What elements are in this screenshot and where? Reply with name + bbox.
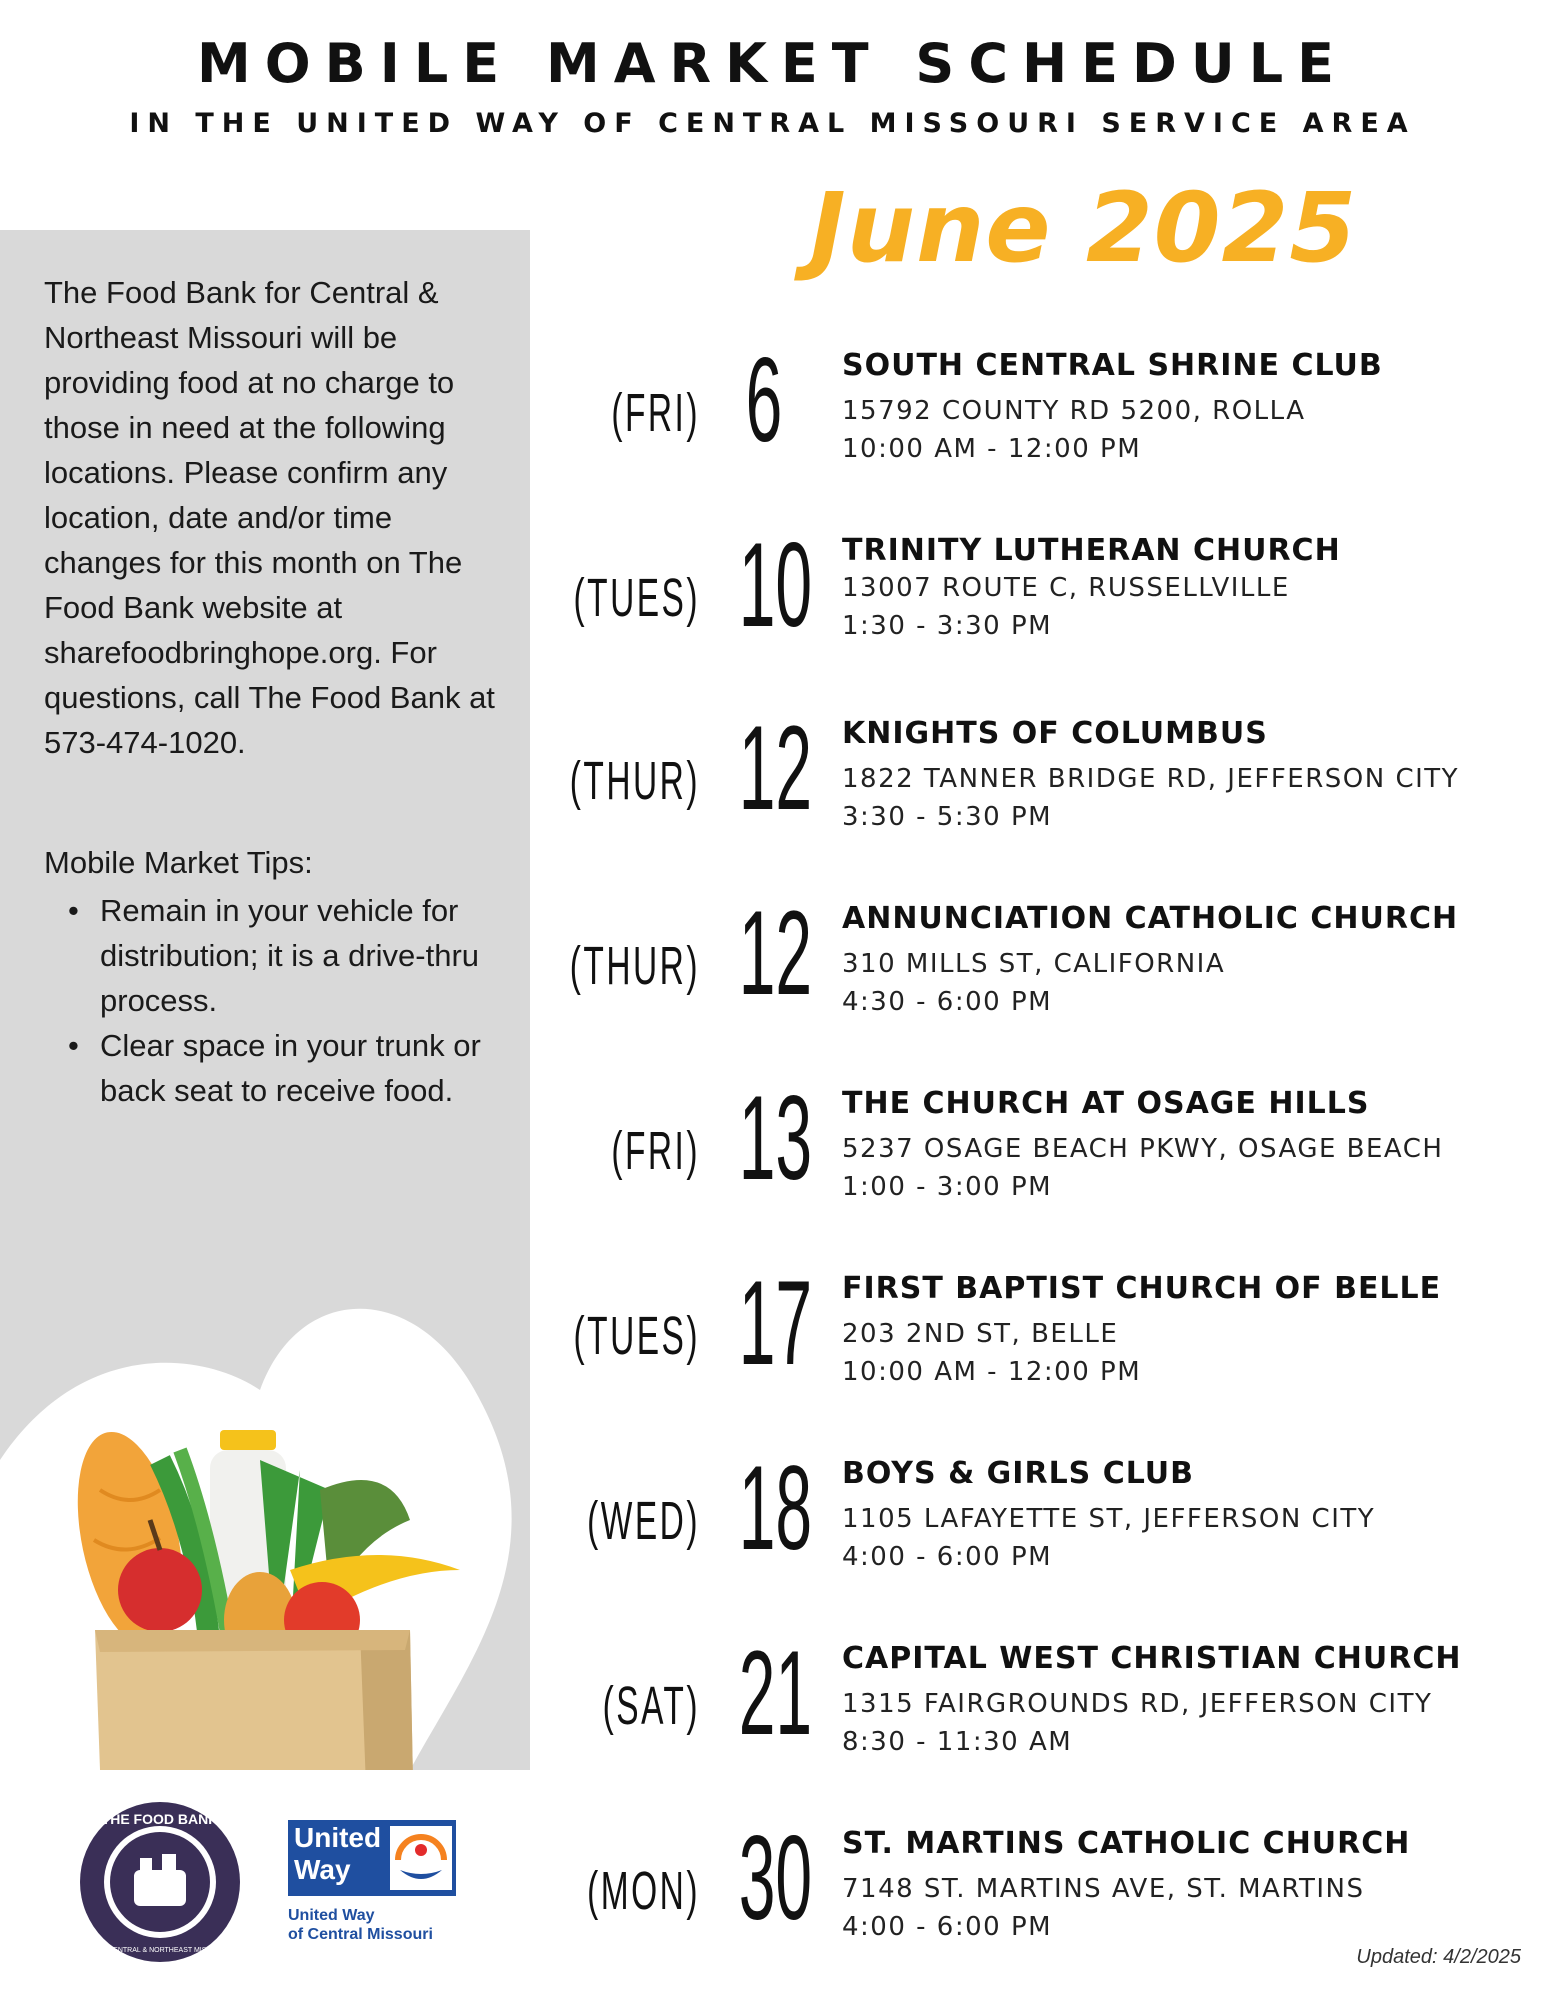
event-address: 310 MILLS ST, CALIFORNIA xyxy=(842,949,1226,979)
united-way-emblem-icon xyxy=(390,1826,452,1890)
event-time: 4:00 - 6:00 PM xyxy=(842,1542,1053,1572)
event-weekday: (THUR) xyxy=(569,936,700,996)
event-location: KNIGHTS OF COLUMBUS xyxy=(842,716,1268,751)
event-day: 30 xyxy=(738,1811,813,1945)
event-time: 1:00 - 3:00 PM xyxy=(842,1172,1053,1202)
event-address: 1315 FAIRGROUNDS RD, JEFFERSON CITY xyxy=(842,1689,1433,1719)
event-day: 6 xyxy=(745,333,783,467)
list-item xyxy=(540,1438,1540,1588)
event-day: 12 xyxy=(738,886,813,1020)
event-day: 10 xyxy=(738,518,813,652)
event-weekday: (SAT) xyxy=(602,1676,700,1736)
list-item xyxy=(540,330,1540,480)
svg-text:FOR CENTRAL & NORTHEAST MISSOU: FOR CENTRAL & NORTHEAST MISSOURI xyxy=(91,1947,229,1954)
event-day: 13 xyxy=(738,1071,813,1205)
grocery-bag-icon xyxy=(60,1420,480,1770)
event-day: 12 xyxy=(738,701,813,835)
event-day: 18 xyxy=(738,1441,813,1575)
united-way-logo: United Way xyxy=(288,1820,456,1896)
info-sidebar xyxy=(0,230,530,1770)
event-location: BOYS & GIRLS CLUB xyxy=(842,1456,1195,1491)
list-item xyxy=(540,1253,1540,1403)
event-location: THE CHURCH AT OSAGE HILLS xyxy=(842,1086,1370,1121)
list-item xyxy=(540,883,1540,1033)
list-item xyxy=(540,1623,1540,1773)
svg-text:THE FOOD BANK: THE FOOD BANK xyxy=(101,1811,219,1827)
list-item xyxy=(540,515,1540,665)
event-day: 21 xyxy=(738,1626,813,1760)
event-location: CAPITAL WEST CHRISTIAN CHURCH xyxy=(842,1641,1462,1676)
event-time: 4:30 - 6:00 PM xyxy=(842,987,1053,1017)
event-location: ST. MARTINS CATHOLIC CHURCH xyxy=(842,1826,1411,1861)
event-location: TRINITY LUTHERAN CHURCH xyxy=(842,533,1341,568)
event-time: 3:30 - 5:30 PM xyxy=(842,802,1053,832)
event-address: 1105 LAFAYETTE ST, JEFFERSON CITY xyxy=(842,1504,1376,1534)
event-location: SOUTH CENTRAL SHRINE CLUB xyxy=(842,348,1383,383)
list-item xyxy=(540,1068,1540,1218)
bullet-icon: • xyxy=(68,893,79,928)
event-time: 4:00 - 6:00 PM xyxy=(842,1912,1053,1942)
page-subtitle: IN THE UNITED WAY OF CENTRAL MISSOURI SERVICE AREA xyxy=(129,108,1416,139)
event-location: FIRST BAPTIST CHURCH OF BELLE xyxy=(842,1271,1442,1306)
event-address: 203 2ND ST, BELLE xyxy=(842,1319,1119,1349)
event-weekday: (WED) xyxy=(587,1491,700,1551)
event-time: 8:30 - 11:30 AM xyxy=(842,1727,1073,1757)
event-weekday: (MON) xyxy=(587,1861,700,1921)
event-address: 15792 COUNTY RD 5200, ROLLA xyxy=(842,396,1306,426)
updated-date: Updated: 4/2/2025 xyxy=(1356,1946,1521,1968)
list-item: • Remain in your vehicle for distribution; it is a drive-thru process. xyxy=(44,888,514,1023)
page-title: MOBILE MARKET SCHEDULE xyxy=(196,32,1349,95)
united-way-caption: United Way of Central Missouri xyxy=(288,1907,433,1943)
event-weekday: (TUES) xyxy=(573,1306,700,1366)
bullet-icon: • xyxy=(68,1028,79,1063)
event-time: 1:30 - 3:30 PM xyxy=(842,611,1053,641)
tips-list xyxy=(44,888,514,1113)
event-weekday: (FRI) xyxy=(611,383,700,443)
event-location: ANNUNCIATION CATHOLIC CHURCH xyxy=(842,901,1459,936)
month-heading: June 2025 xyxy=(810,172,1358,284)
list-item xyxy=(540,1808,1540,1958)
event-weekday: (FRI) xyxy=(611,1121,700,1181)
event-address: 1822 TANNER BRIDGE RD, JEFFERSON CITY xyxy=(842,764,1460,794)
tips-heading: Mobile Market Tips: xyxy=(44,845,313,880)
event-weekday: (TUES) xyxy=(573,568,700,628)
list-item: • Clear space in your trunk or back seat to receive food. xyxy=(44,1023,514,1113)
footer-logos xyxy=(0,1790,530,1970)
event-day: 17 xyxy=(738,1256,813,1390)
event-address: 7148 ST. MARTINS AVE, ST. MARTINS xyxy=(842,1874,1365,1904)
list-item xyxy=(540,698,1540,848)
event-time: 10:00 AM - 12:00 PM xyxy=(842,1357,1142,1387)
event-address: 5237 OSAGE BEACH PKWY, OSAGE BEACH xyxy=(842,1134,1444,1164)
event-weekday: (THUR) xyxy=(569,751,700,811)
event-address: 13007 ROUTE C, RUSSELLVILLE xyxy=(842,573,1290,603)
food-bank-logo xyxy=(78,1800,242,1964)
event-time: 10:00 AM - 12:00 PM xyxy=(842,434,1142,464)
intro-text: The Food Bank for Central & Northeast Missouri will be providing food at no charge to those in need at the following locations. Please confirm any location, date and/or time changes for this month on The Food Bank website at sharefoodbringhope.org. For questions, call The Food Bank at 573-474-1020. xyxy=(44,275,495,760)
